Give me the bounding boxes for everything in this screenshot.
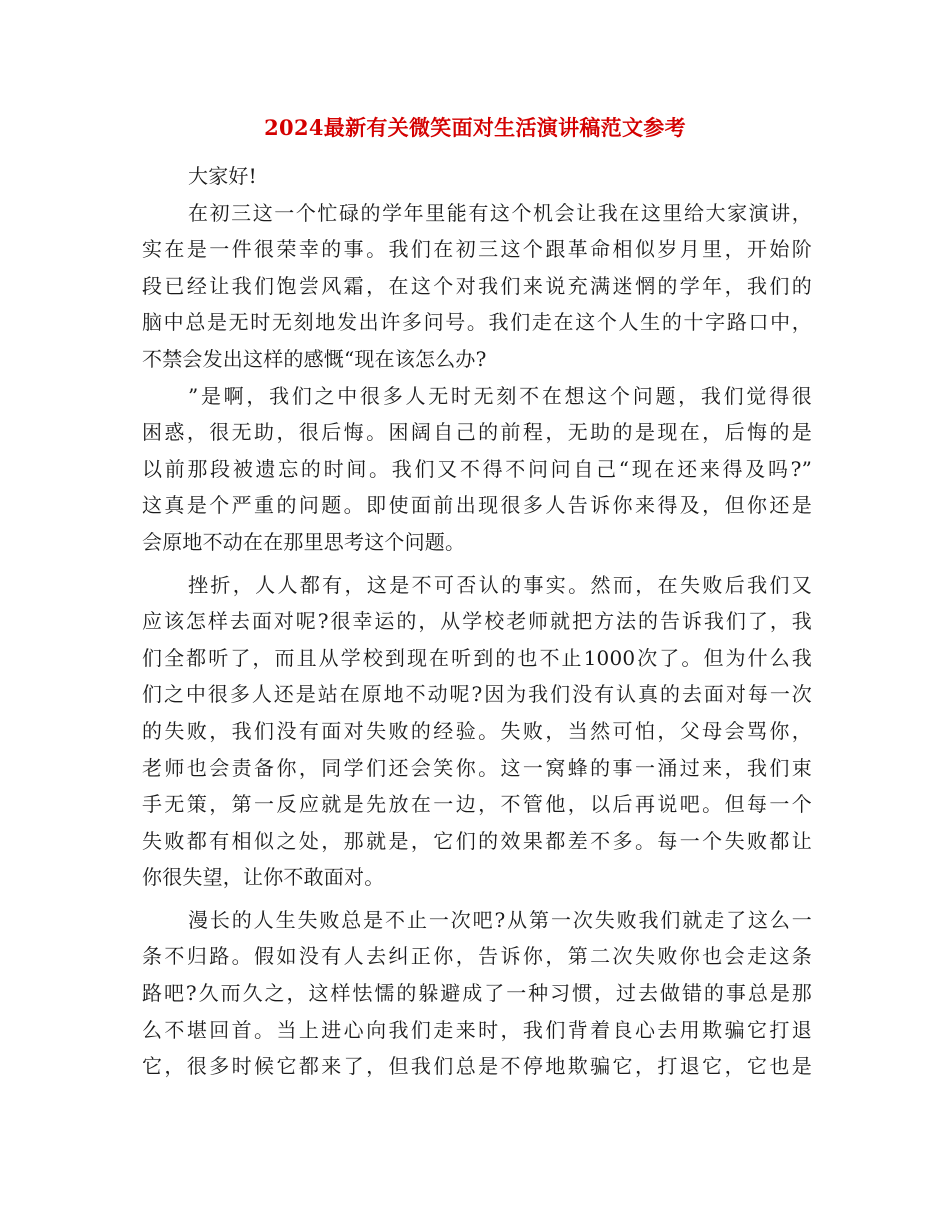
- document-body: [142, 158, 812, 1085]
- text-line: 在初三这一个忙碌的学年里能有这个机会让我在这里给大家演讲，: [188, 200, 812, 225]
- text-line: 会原地不动在在那里思考这个问题。: [142, 529, 466, 554]
- text-line: 应该怎样去面对呢?很幸运的，从学校老师就把方法的告诉我们了，我: [142, 609, 812, 634]
- text-line: 么不堪回首。当上进心向我们走来时，我们背着良心去用欺骗它打退: [142, 1017, 812, 1042]
- text-line: ”是啊，我们之中很多人无时无刻不在想这个问题，我们觉得很: [188, 383, 812, 408]
- text-line: 手无策，第一反应就是先放在一边，不管他，以后再说吧。但每一个: [142, 792, 812, 817]
- text-line: 它，很多时候它都来了，但我们总是不停地欺骗它，打退它，它也是: [142, 1054, 812, 1079]
- text-line: 脑中总是无时无刻地发出许多问号。我们走在这个人生的十字路口中，: [142, 310, 812, 335]
- text-line: 实在是一件很荣幸的事。我们在初三这个跟革命相似岁月里，开始阶: [142, 237, 812, 262]
- text-line: 们全都听了，而且从学校到现在听到的也不止1000次了。但为什么我: [142, 645, 812, 670]
- text-line: 们之中很多人还是站在原地不动呢?因为我们没有认真的去面对每一次: [142, 682, 812, 707]
- text-line: 这真是个严重的问题。即使面前出现很多人告诉你来得及，但你还是: [142, 493, 812, 518]
- text-line: 以前那段被遗忘的时间。我们又不得不问问自己“现在还来得及吗?”: [142, 456, 812, 481]
- text-line: 困惑，很无助，很后悔。困阔自己的前程，无助的是现在，后悔的是: [142, 420, 812, 445]
- text-line: 挫折，人人都有，这是不可否认的事实。然而，在失败后我们又: [188, 572, 812, 597]
- text-line: 条不归路。假如没有人去纠正你，告诉你，第二次失败你也会走这条: [142, 944, 812, 969]
- document-title: 2024最新有关微笑面对生活演讲稿范文参考: [264, 115, 686, 140]
- text-line: 失败都有相似之处，那就是，它们的效果都差不多。每一个失败都让: [142, 828, 812, 853]
- text-line: 大家好!: [188, 164, 257, 188]
- paragraph-1: [142, 195, 812, 378]
- paragraph-2: [142, 378, 812, 561]
- text-line: 不禁会发出这样的感慨“现在该怎么办?: [142, 346, 487, 371]
- paragraph-4: [142, 902, 812, 1085]
- text-line: 路吧?久而久之，这样怯懦的躲避成了一种习惯，过去做错的事总是那: [142, 981, 812, 1006]
- text-line: 漫长的人生失败总是不止一次吧?从第一次失败我们就走了这么一: [188, 907, 812, 932]
- text-line: 段已经让我们饱尝风霜，在这个对我们来说充满迷惘的学年，我们的: [142, 273, 812, 298]
- text-line: 老师也会责备你，同学们还会笑你。这一窝蜂的事一涌过来，我们束: [142, 755, 812, 780]
- paragraph-3: [142, 567, 812, 896]
- paragraph-greeting: [142, 158, 812, 195]
- text-line: 你很失望，让你不敢面对。: [142, 865, 385, 890]
- text-line: 的失败，我们没有面对失败的经验。失败，当然可怕，父母会骂你，: [142, 718, 812, 743]
